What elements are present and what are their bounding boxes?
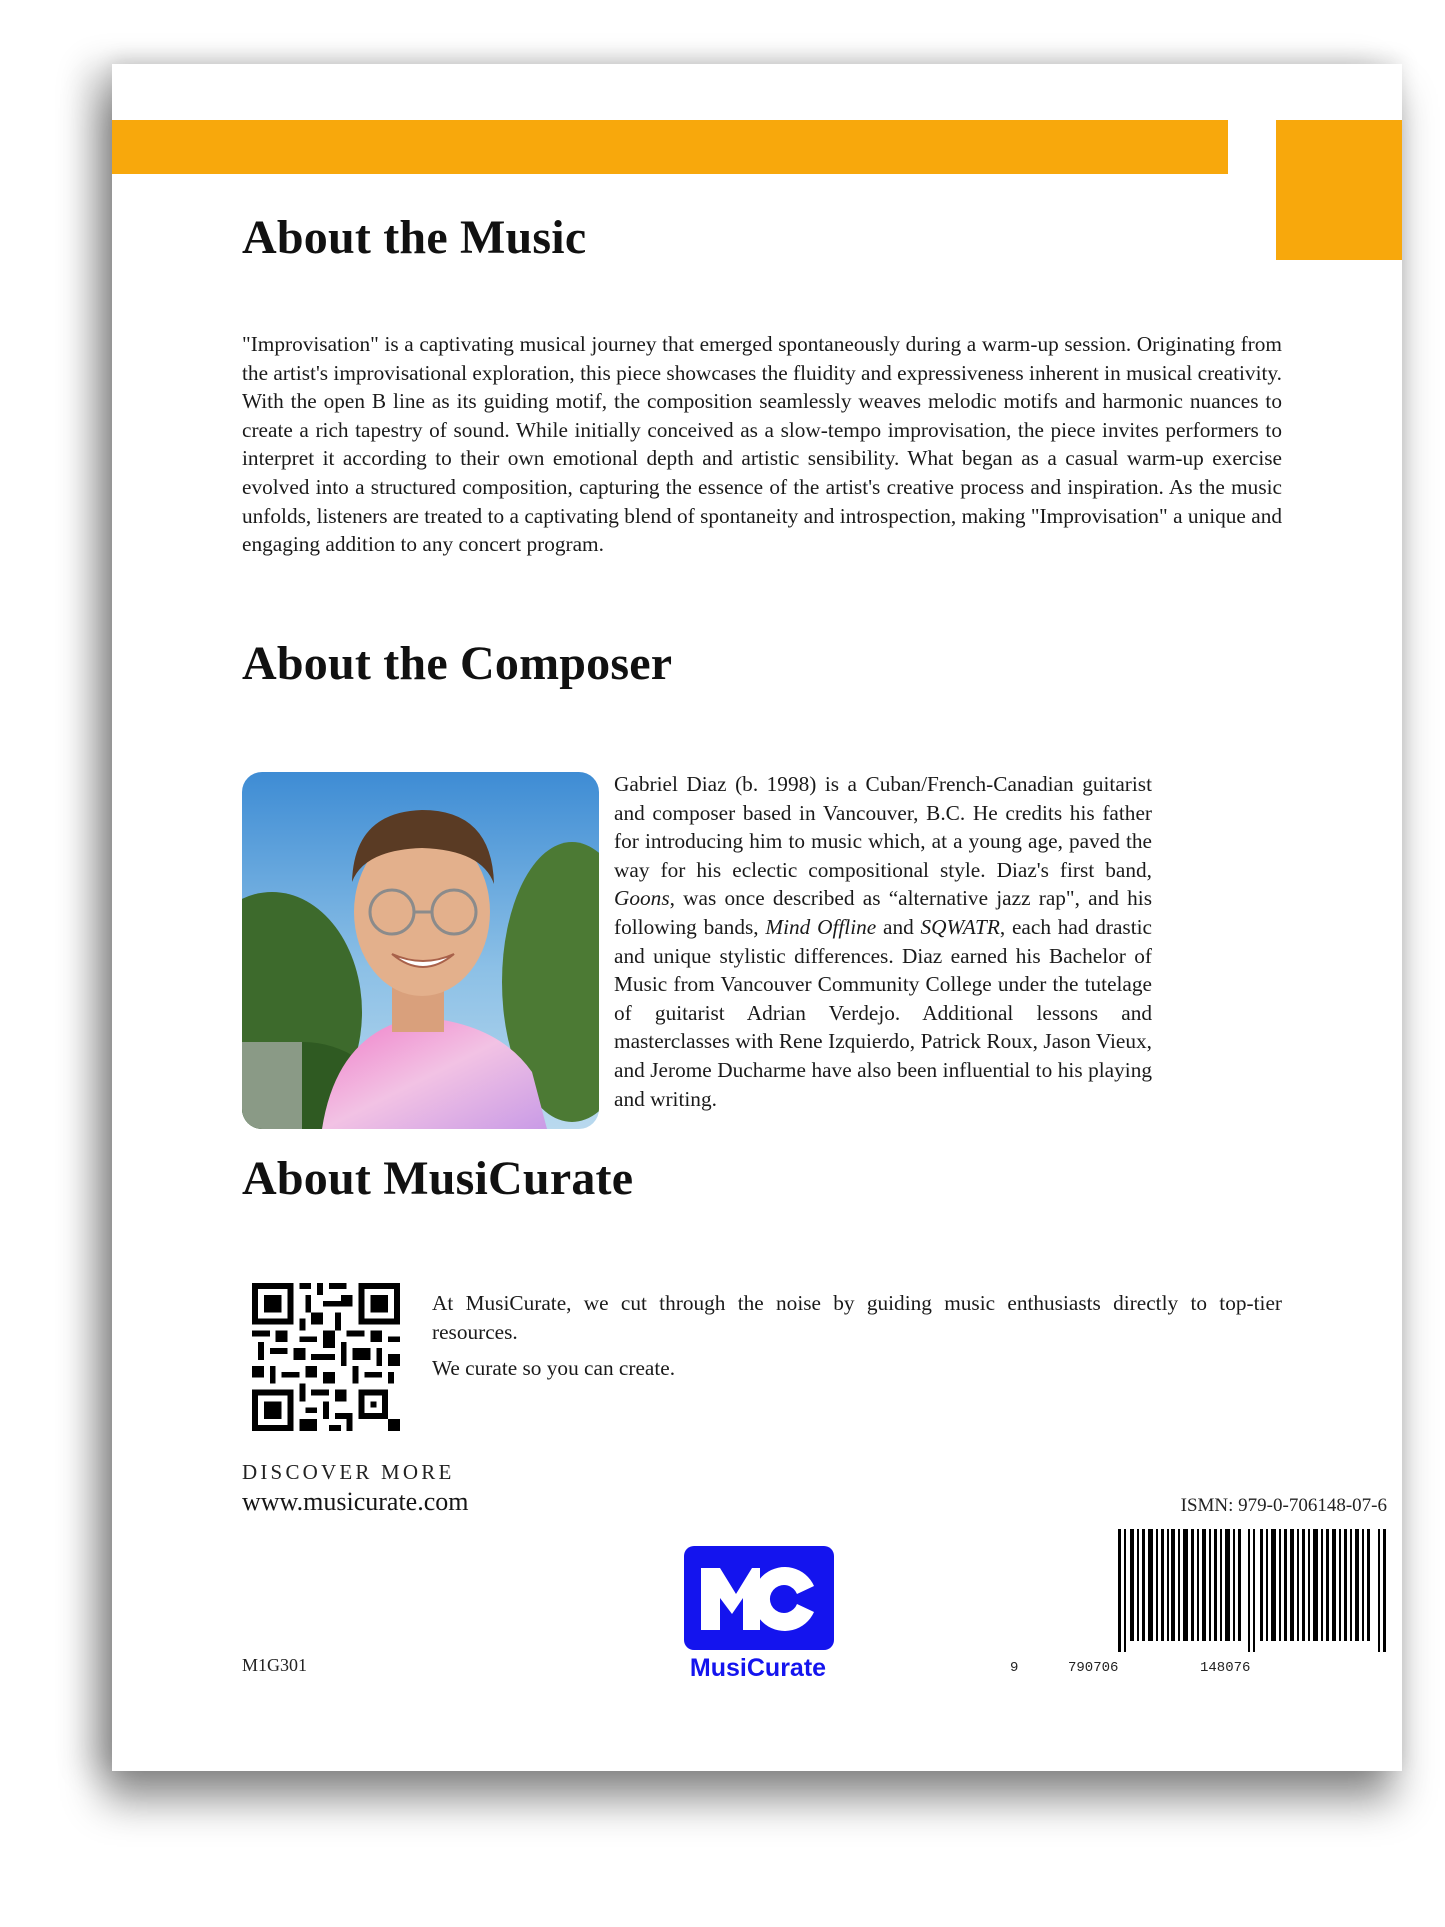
qr-code-icon[interactable] (252, 1283, 400, 1431)
about-musicurate-heading: About MusiCurate (242, 1152, 634, 1205)
barcode-digits-right: 148076 (1200, 1660, 1251, 1676)
musicurate-intro: At MusiCurate, we cut through the noise by guiding music enthusiasts directly to top-tier resources. (432, 1291, 1282, 1344)
back-cover-page (112, 64, 1402, 1771)
catalog-code: M1G301 (242, 1655, 308, 1675)
barcode-digit-lead: 9 (1010, 1660, 1019, 1676)
accent-block (1276, 120, 1402, 260)
website-link[interactable]: www.musicurate.com (242, 1487, 469, 1516)
barcode-digits-left: 790706 (1068, 1660, 1119, 1676)
band-mind-offline: Mind Offline (765, 914, 877, 939)
bio-part-1: Gabriel Diaz (b. 1998) is a Cuban/French-Canadian guitarist and composer based in Vancouver, B.C. He credits his father for introducing him to music which, at a young age, paved the way for his eclectic compositional style. Diaz's first band, (614, 772, 1152, 882)
band-sqwatr: SQWATR (920, 914, 1000, 939)
discover-more-label: DISCOVER MORE (242, 1460, 455, 1484)
barcode-icon (1118, 1529, 1388, 1652)
bio-part-4: , each had drastic and unique stylistic differences. Diaz earned his Bachelor of Music from Vancouver Community College under the tutelage of guitarist Adrian Verdejo. Additional lessons and masterclasses with Rene Izquierdo, Patrick Roux, Jason Vieux, and Jerome Ducharme have also been influential to his playing and writing. (614, 914, 1153, 1111)
accent-bar (112, 120, 1228, 174)
logo-wordmark: MusiCurate (689, 1654, 827, 1682)
band-goons: Goons (614, 886, 670, 911)
musicurate-logo-icon (684, 1546, 834, 1650)
about-composer-heading: About the Composer (242, 637, 673, 690)
composer-bio (614, 770, 1152, 1113)
ismn-number: ISMN: 979-0-706148-07-6 (1180, 1495, 1387, 1516)
about-music-heading: About the Music (242, 211, 587, 264)
musicurate-tagline: We curate so you can create. (432, 1356, 676, 1380)
bio-part-2: , was once described as “alternative jazz rap", and his following bands, (614, 886, 1152, 939)
bio-part-3: and (876, 914, 921, 939)
about-music-text: "Improvisation" is a captivating musical journey that emerged spontaneously during a warm-up session. Originating from the artist's improvisational exploration, this piece showcases the fluidity and expressiveness inherent in musical creativity. With the open B line as its guiding motif, the composition seamlessly weaves melodic motifs and harmonic nuances to create a rich tapestry of sound. While initially conceived as a slow-tempo improvisation, the piece invites performers to interpret it according to their own emotional depth and artistic sensibility. What began as a casual warm-up exercise evolved into a structured composition, capturing the essence of the artist's creative process and inspiration. As the music unfolds, listeners are treated to a captivating blend of spontaneity and introspection, making "Improvisation" a unique and engaging addition to any concert program. (242, 332, 1282, 557)
composer-photo (242, 772, 599, 1129)
